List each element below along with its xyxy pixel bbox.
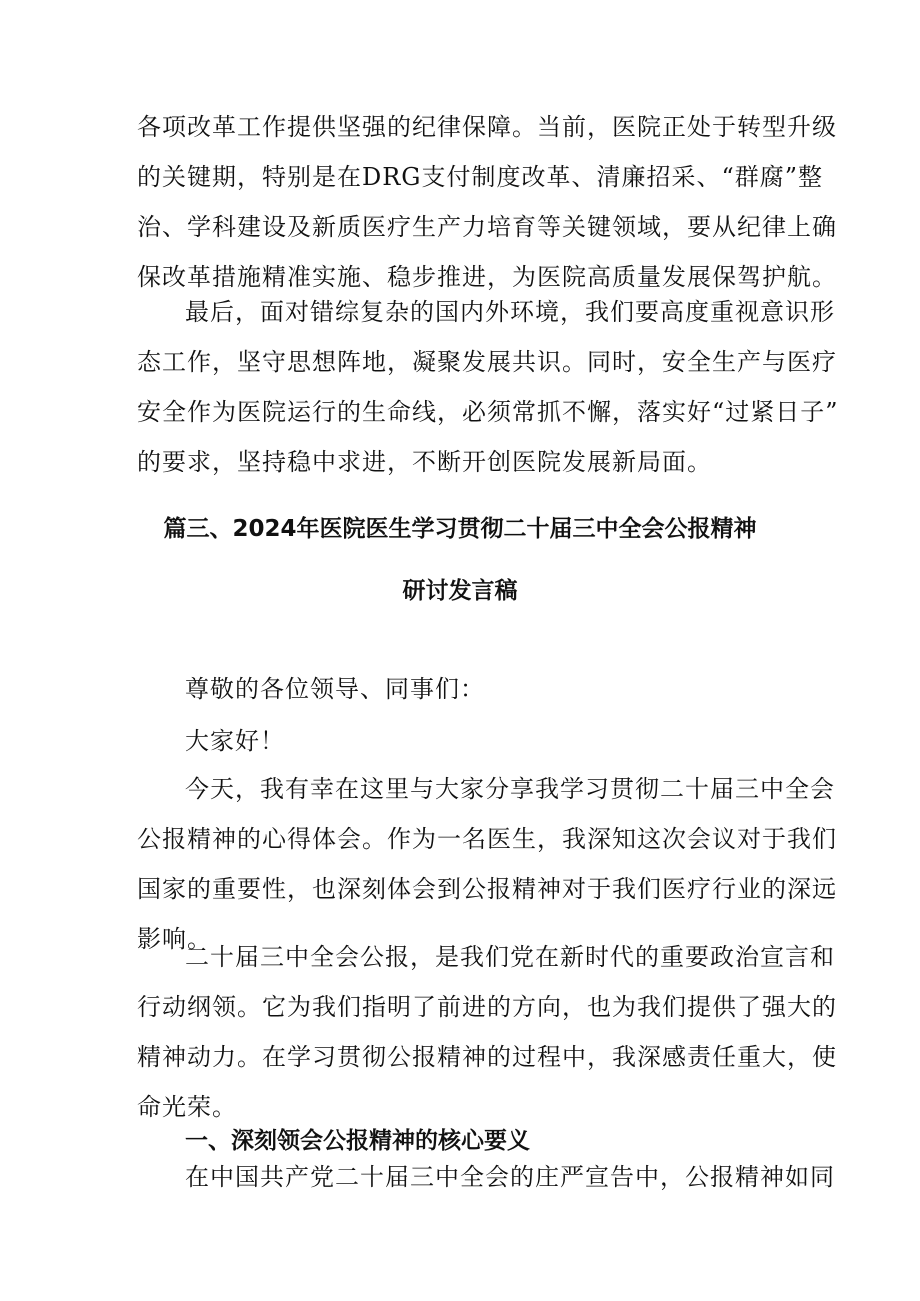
text-line: 影响。	[137, 925, 212, 953]
text-line: 各项改革工作提供坚强的纪律保障。当前，医院正处于转型升级	[137, 113, 837, 141]
text-line: 国家的重要性，也深刻体会到公报精神对于我们医疗行业的深远	[137, 875, 837, 903]
text-line: 命光荣。	[137, 1093, 237, 1121]
text-line: 今天，我有幸在这里与大家分享我学习贯彻二十届三中全会	[185, 775, 835, 803]
text-line: 二十届三中全会公报，是我们党在新时代的重要政治宣言和	[185, 943, 835, 971]
text-line: 公报精神的心得体会。作为一名医生，我深知这次会议对于我们	[137, 825, 837, 853]
text-line: 保改革措施精准实施、稳步推进，为医院高质量发展保驾护航。	[137, 263, 837, 291]
text-line: 安全作为医院运行的生命线，必须常抓不懈，落实好“过紧日子”	[137, 398, 839, 426]
section-title-line-1: 篇三、2024年医院医生学习贯彻二十届三中全会公报精神	[163, 516, 757, 542]
text-line: 行动纲领。它为我们指明了前进的方向，也为我们提供了强大的	[137, 993, 837, 1021]
salutation: 尊敬的各位领导、同事们：	[185, 675, 485, 703]
text-line: 态工作，坚守思想阵地，凝聚发展共识。同时，安全生产与医疗	[137, 348, 837, 376]
section-title-line-2: 研讨发言稿	[402, 578, 518, 604]
text-line: 的关键期，特别是在DRG支付制度改革、清廉招采、“群腐”整	[137, 163, 824, 191]
text-line: 的要求，坚持稳中求进，不断开创医院发展新局面。	[137, 448, 712, 476]
text-line: 精神动力。在学习贯彻公报精神的过程中，我深感责任重大，使	[137, 1043, 837, 1071]
text-line: 在中国共产党二十届三中全会的庄严宣告中，公报精神如同	[185, 1163, 835, 1191]
subheading-core-meaning: 一、深刻领会公报精神的核心要义	[185, 1128, 530, 1154]
text-line: 治、学科建设及新质医疗生产力培育等关键领域，要从纪律上确	[137, 213, 837, 241]
greeting: 大家好！	[185, 727, 285, 755]
text-line: 最后，面对错综复杂的国内外环境，我们要高度重视意识形	[185, 298, 835, 326]
